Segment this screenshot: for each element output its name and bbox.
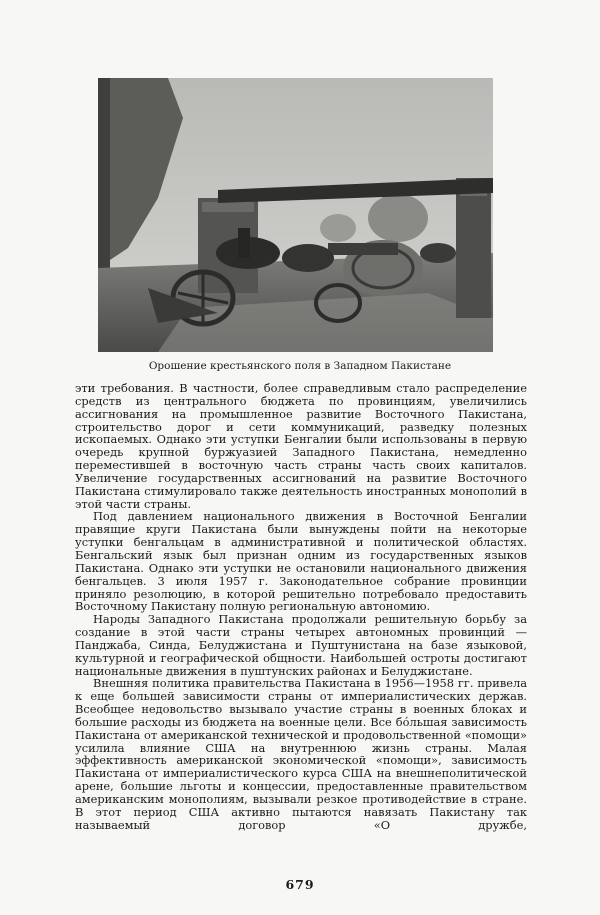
paragraph: Народы Западного Пакистана продолжали решительную борьбу за создание в этой части страны четырех автономных провинций — Панджаба, Синда, Белуджистана и Пуштунистана на базе языковой, культурной и географической общности. Наибольшей остроты достигают национальные движения в пуштунских районах и Белуджистане. xyxy=(75,612,527,678)
paragraph: Под давлением национального движения в Восточной Бенгалии правящие круги Пакистана были вынуждены пойти на некоторые уступки бенгальцам в административной и политической областях. Бенгальский язык был признан одним из государственных языков Пакистана. Однако эти уступки не остановили национального движения бенгальцев. 3 июля 1957 г. Законодательное собрание провинции приняло резолюцию, в которой решительно потребовало предоставить Восточному Пакистану полную региональную автономию. xyxy=(75,509,527,614)
body-text xyxy=(75,382,527,832)
photo-irrigation-wheel-icon xyxy=(98,78,493,352)
irrigation-photo xyxy=(98,78,493,352)
figure-caption: Орошение крестьянского поля в Западном Пакистане xyxy=(148,360,452,372)
paragraph: эти требования. В частности, более справедливым стало распределение средств из центрального бюджета по провинциям, увеличились ассигнования на промышленное развитие Восточного Пакистана, строительство дорог и сети коммуникаций, разведку полезных ископаемых. Однако эти уступки Бенгалии были использованы в первую очередь крупной буржуазией Западного Пакистана, немедленно переместившей в восточную часть страны часть своих капиталов. Увеличение государственных ассигнований на развитие Восточного Пакистана стимулировало также деятельность иностранных монополий в этой части страны. xyxy=(75,381,527,511)
page-number: 679 xyxy=(285,877,315,892)
paragraph: Внешняя политика правительства Пакистана в 1956—1958 гг. привела к еще большей зависимости страны от империалистических держав. Всеобщее недовольство вызывало участие страны в военных блоках и большие расходы из бюджета на военные цели. Все бóльшая зависимость Пакистана от американской технической и продовольственной «помощи» усилила влияние США на внутреннюю жизнь страны. Малая эффективность американской экономической «помощи», зависимость Пакистана от империалистического курса США на внешнеполитической арене, большие льготы и концессии, предоставленные правительством американским монополиям, вызывали резкое противодействие в стране. В этот период США активно пытаются навязать Пакистану так называемый договор «О дружбе, xyxy=(75,676,527,832)
